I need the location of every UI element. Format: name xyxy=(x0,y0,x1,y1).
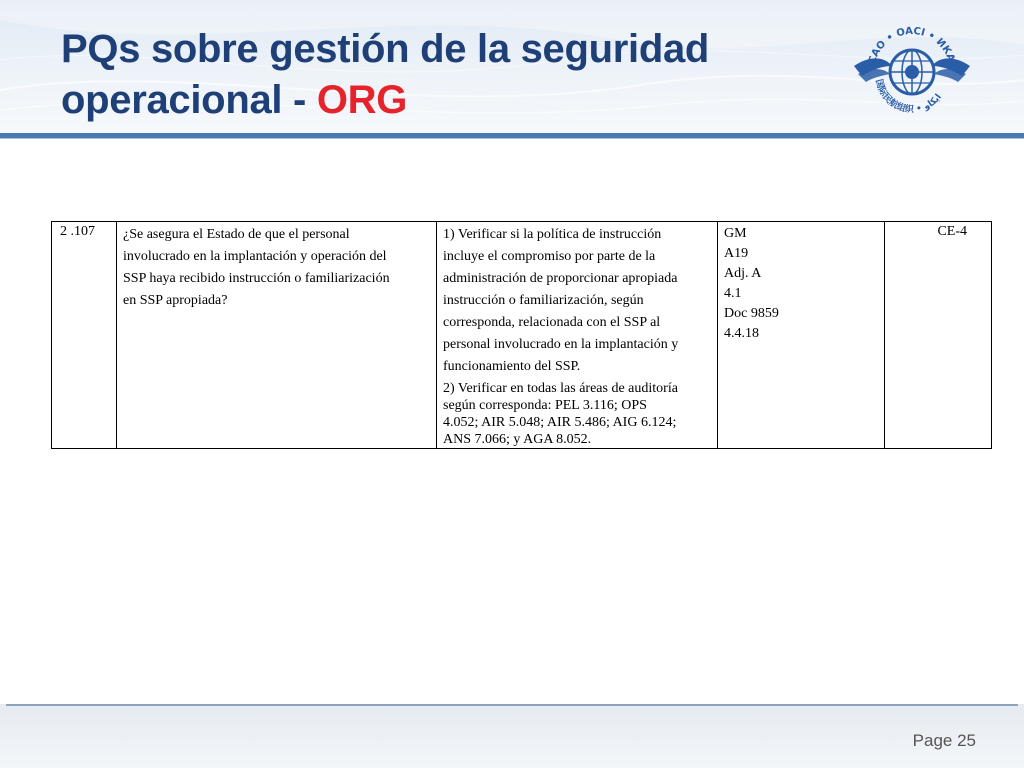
guidance-line: ANS 7.066; y AGA 8.052. xyxy=(443,432,592,447)
footer-band xyxy=(0,704,1024,768)
reference-line: GM xyxy=(724,226,747,241)
guidance-line: según corresponda: PEL 3.116; OPS xyxy=(443,398,647,413)
icao-emblem-icon xyxy=(852,14,972,122)
critical-element: CE-4 xyxy=(937,224,967,239)
table-row xyxy=(52,222,992,449)
guidance-line: administración de proporcionar apropiada xyxy=(443,271,678,286)
guidance-line: 4.052; AIR 5.048; AIR 5.486; AIG 6.124; xyxy=(443,415,677,430)
page-number: Page 25 xyxy=(912,731,976,750)
pq-number-cell xyxy=(52,222,117,449)
question-line: en SSP apropiada? xyxy=(123,293,228,308)
reference-line: Adj. A xyxy=(724,266,762,281)
guidance-line: 1) Verificar si la política de instrucción xyxy=(443,227,662,242)
guidance-item-2 xyxy=(443,380,711,448)
guidance-line: incluye el compromiso por parte de la xyxy=(443,249,656,264)
footer-divider xyxy=(6,704,1018,706)
reference-line: Doc 9859 xyxy=(724,306,779,321)
guidance-cell xyxy=(437,222,718,449)
slide-title-accent: ORG xyxy=(316,78,408,122)
guidance-line: instrucción o familiarización, según xyxy=(443,293,644,308)
guidance-line: personal involucrado en la implantación y xyxy=(443,337,679,352)
reference-line: A19 xyxy=(724,246,749,261)
references-cell xyxy=(718,222,885,449)
question-line: SSP haya recibido instrucción o familiarización xyxy=(123,271,390,286)
question-cell xyxy=(117,222,437,449)
slide-title xyxy=(61,24,821,126)
protocol-question-table xyxy=(51,221,992,449)
guidance-line: corresponda, relacionada con el SSP al xyxy=(443,315,661,330)
critical-element-cell xyxy=(885,222,992,449)
reference-line: 4.1 xyxy=(724,286,742,301)
header-divider-thin xyxy=(0,138,1024,139)
logo-ring-text-top: ICAO • OACI • ИКАО xyxy=(866,25,959,72)
guidance-line: 2) Verificar en todas las áreas de auditoría xyxy=(443,381,678,396)
question-line: involucrado en la implantación y operación del xyxy=(123,249,387,264)
question-line: ¿Se asegura el Estado de que el personal xyxy=(123,227,350,242)
guidance-line: funcionamiento del SSP. xyxy=(443,359,581,374)
logo-ring-text-bottom: 国际民航组织 • ايكاو xyxy=(873,78,944,116)
slide-title-main: PQs sobre gestión de la seguridad operacional - xyxy=(61,27,710,122)
reference-line: 4.4.18 xyxy=(724,326,759,341)
pq-number: 2 .107 xyxy=(60,224,95,239)
guidance-item-1 xyxy=(443,224,711,378)
